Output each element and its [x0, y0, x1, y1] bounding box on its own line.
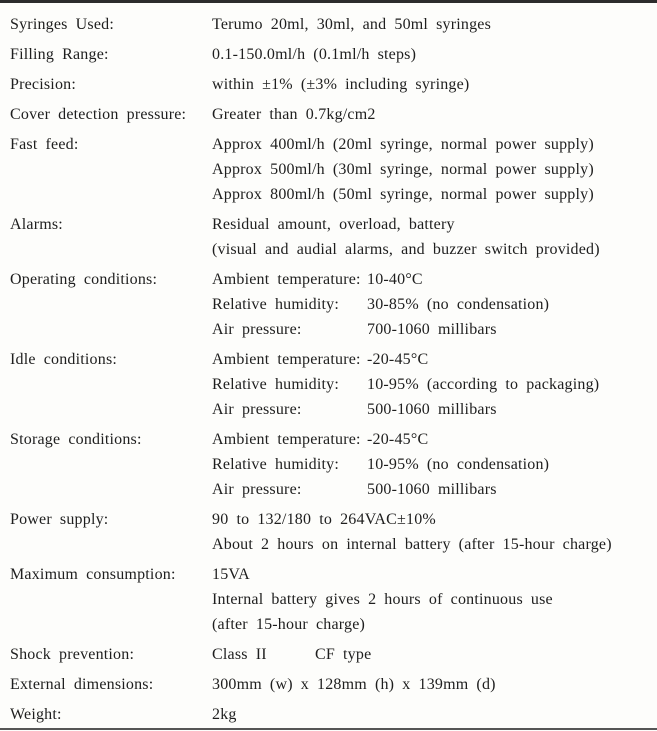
spec-label: Cover detection pressure:: [10, 106, 187, 123]
spec-label: Filling Range:: [10, 46, 109, 63]
spec-label: Storage conditions:: [10, 431, 142, 448]
spec-value-line: About 2 hours on internal battery (after 15-hour charge): [212, 536, 612, 553]
spec-value: [212, 507, 651, 557]
spec-value: [212, 12, 651, 37]
spec-value-line: [212, 397, 651, 422]
spec-value-line: [212, 372, 651, 397]
spec-label: Weight:: [10, 706, 62, 723]
spec-subfield-value: 10-95% (according to packaging): [367, 376, 600, 393]
spec-subfield-label: Air pressure:: [212, 321, 302, 338]
spec-row: [10, 642, 651, 667]
spec-value-line: Terumo 20ml, 30ml, and 50ml syringes: [212, 16, 492, 33]
spec-value: [212, 267, 651, 342]
spec-row: [10, 72, 651, 97]
spec-value: [212, 562, 651, 637]
spec-value-line: [212, 427, 651, 452]
spec-label: Precision:: [10, 76, 76, 93]
spec-label: Idle conditions:: [10, 351, 118, 368]
spec-value: [212, 427, 651, 502]
top-border-line: [0, 0, 657, 3]
spec-row: [10, 267, 651, 342]
spec-value-line: [212, 267, 651, 292]
spec-subfield-value: 500-1060 millibars: [367, 481, 497, 498]
spec-value: [212, 132, 651, 207]
spec-value-line: Approx 800ml/h (50ml syringe, normal power supply): [212, 186, 594, 203]
spec-value: [212, 102, 651, 127]
spec-label: Power supply:: [10, 511, 109, 528]
spec-value-line: Residual amount, overload, battery: [212, 216, 455, 233]
spec-value: [212, 42, 651, 67]
spec-value-line: Approx 500ml/h (30ml syringe, normal power supply): [212, 161, 594, 178]
spec-row: [10, 347, 651, 422]
spec-subfield-value: 10-40°C: [367, 271, 423, 288]
spec-value-line: [212, 317, 651, 342]
spec-subfield-label: Ambient temperature:: [212, 431, 361, 448]
spec-row: [10, 102, 651, 127]
spec-subfield-value: 30-85% (no condensation): [367, 296, 550, 313]
spec-label: Operating conditions:: [10, 271, 158, 288]
spec-label: Syringes Used:: [10, 16, 114, 33]
spec-value: [212, 702, 651, 727]
spec-value-line: 0.1-150.0ml/h (0.1ml/h steps): [212, 46, 417, 63]
spec-row: [10, 562, 651, 637]
spec-subfield-value: 10-95% (no condensation): [367, 456, 550, 473]
spec-value-line: 90 to 132/180 to 264VAC±10%: [212, 511, 436, 528]
spec-label: Alarms:: [10, 216, 63, 233]
spec-subfield-label: Air pressure:: [212, 481, 302, 498]
spec-value-line: Class II CF type: [212, 646, 372, 663]
spec-subfield-value: 500-1060 millibars: [367, 401, 497, 418]
spec-value: [212, 72, 651, 97]
spec-subfield-label: Relative humidity:: [212, 376, 339, 393]
spec-value-line: within ±1% (±3% including syringe): [212, 76, 470, 93]
spec-value: [212, 642, 651, 667]
spec-subfield-value: -20-45°C: [367, 431, 429, 448]
spec-value-line: Internal battery gives 2 hours of continuous use: [212, 591, 553, 608]
spec-value-line: [212, 292, 651, 317]
spec-value: [212, 212, 651, 262]
spec-row: [10, 12, 651, 37]
spec-label: Maximum consumption:: [10, 566, 176, 583]
spec-value-line: 15VA: [212, 566, 250, 583]
spec-value: [212, 347, 651, 422]
spec-subfield-label: Relative humidity:: [212, 456, 339, 473]
spec-subfield-label: Ambient temperature:: [212, 351, 361, 368]
spec-row: [10, 212, 651, 262]
spec-row: [10, 702, 651, 727]
spec-row: [10, 672, 651, 697]
spec-label: Shock prevention:: [10, 646, 135, 663]
spec-value-line: Approx 400ml/h (20ml syringe, normal power supply): [212, 136, 594, 153]
spec-value-line: (visual and audial alarms, and buzzer switch provided): [212, 241, 600, 258]
spec-value-line: 300mm (w) x 128mm (h) x 139mm (d): [212, 676, 496, 693]
spec-row: [10, 42, 651, 67]
bottom-border-line: [0, 728, 657, 730]
spec-label: Fast feed:: [10, 136, 79, 153]
spec-row: [10, 427, 651, 502]
spec-value-line: 2kg: [212, 706, 237, 723]
spec-table: [10, 12, 651, 727]
spec-subfield-label: Relative humidity:: [212, 296, 339, 313]
spec-label: External dimensions:: [10, 676, 154, 693]
spec-row: [10, 507, 651, 557]
spec-row: [10, 132, 651, 207]
spec-subfield-label: Air pressure:: [212, 401, 302, 418]
spec-value-line: (after 15-hour charge): [212, 616, 366, 633]
spec-value-line: [212, 477, 651, 502]
spec-subfield-label: Ambient temperature:: [212, 271, 361, 288]
spec-value-line: Greater than 0.7kg/cm2: [212, 106, 376, 123]
spec-value-line: [212, 452, 651, 477]
spec-subfield-value: 700-1060 millibars: [367, 321, 497, 338]
spec-value: [212, 672, 651, 697]
spec-value-line: [212, 347, 651, 372]
spec-subfield-value: -20-45°C: [367, 351, 429, 368]
